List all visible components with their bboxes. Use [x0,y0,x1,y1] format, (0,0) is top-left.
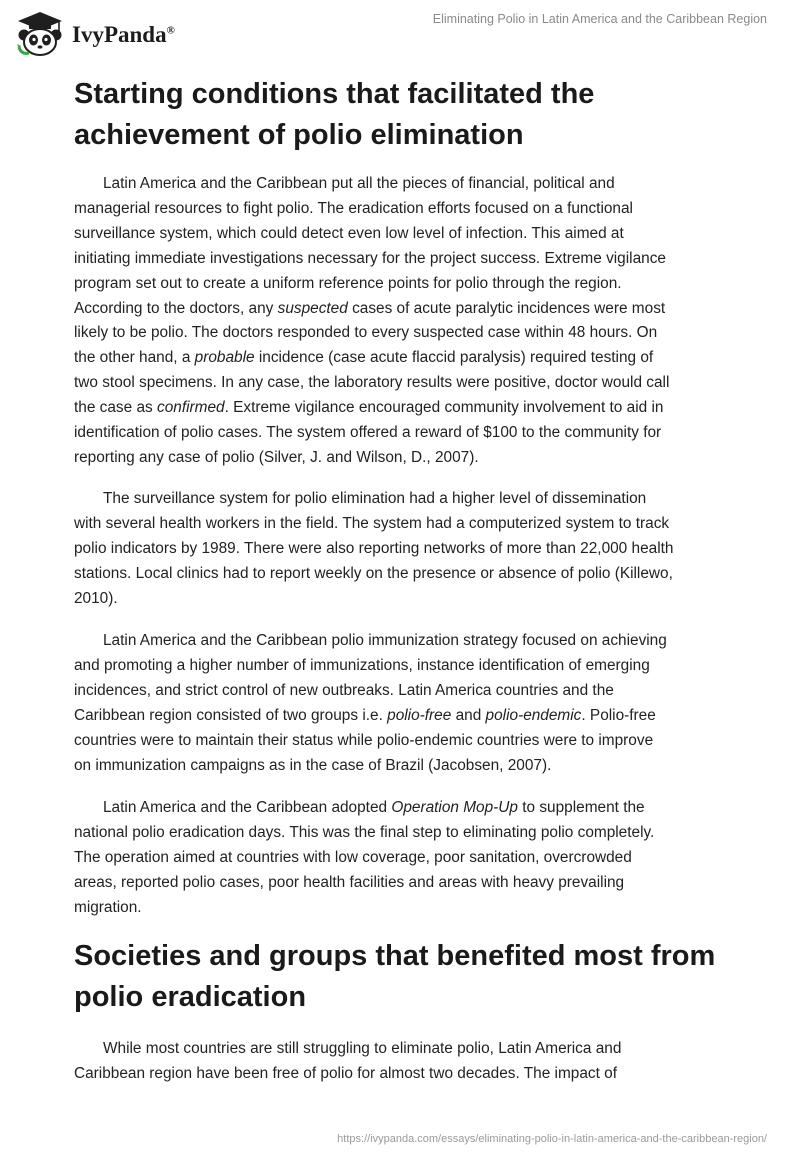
page-header [0,0,800,64]
paragraph-1: Latin America and the Caribbean put all the pieces of financial, political and managerial resources to fight polio. The eradication efforts focused on a functional surveillance system, which could detect even low level of infection. This aimed at initiating immediate investigations necessary for the project success. Extreme vigilance program set out to create a uniform reference points for polio through the region. According to the doctors, any suspected cases of acute paralytic incidences were most likely to be polio. The doctors responded to every suspected case within 48 hours. On the other hand, a probable incidence (case acute flaccid paralysis) required testing of two stool specimens. In any case, the laboratory results were positive, doctor would call the case as confirmed. Extreme vigilance encouraged community involvement to aid in identification of polio cases. The system offered a reward of $100 to the community for reporting any case of polio (Silver, J. and Wilson, D., 2007). [74,175,670,466]
section-heading-beneficiaries: Societies and groups that benefited most from polio eradication [74,940,716,1013]
paragraph-4: Latin America and the Caribbean adopted Operation Mop-Up to supplement the national polio eradication days. This was the final step to eliminating polio completely. The operation aimed at countries with low coverage, poor sanitation, overcrowded areas, reported polio cases, poor health facilities and areas with heavy prevailing migration. [74,799,655,916]
section-heading-starting-conditions: Starting conditions that facilitated the achievement of polio elimination [74,78,595,151]
logo-wordmark: IvyPanda® [72,22,175,47]
paragraph-2: The surveillance system for polio elimination had a higher level of dissemination with several health workers in the field. The system had a computerized system to track polio indicators by 1989. There were also reporting networks of more than 22,000 health stations. Local clinics had to report weekly on the presence or absence of polio (Killewo, 2010). [74,490,674,607]
source-url[interactable]: https://ivypanda.com/essays/eliminating-polio-in-latin-america-and-the-caribbean-region/ [337,1133,767,1145]
panda-graduate-icon [15,11,65,57]
paragraph-3: Latin America and the Caribbean polio immunization strategy focused on achieving and promoting a higher number of immunizations, instance identification of emerging incidences, and strict control of new outbreaks. Latin America countries and the Caribbean region consisted of two groups i.e. polio-free and polio-endemic. Polio-free countries were to maintain their status while polio-endemic countries were to improve on immunization campaigns as in the case of Brazil (Jacobsen, 2007). [74,632,667,774]
ivypanda-logo[interactable] [15,11,175,57]
document-title: Eliminating Polio in Latin America and the Caribbean Region [432,12,767,26]
paragraph-5: While most countries are still struggling to eliminate polio, Latin America and Caribbean region have been free of polio for almost two decades. The impact of [74,1040,622,1082]
